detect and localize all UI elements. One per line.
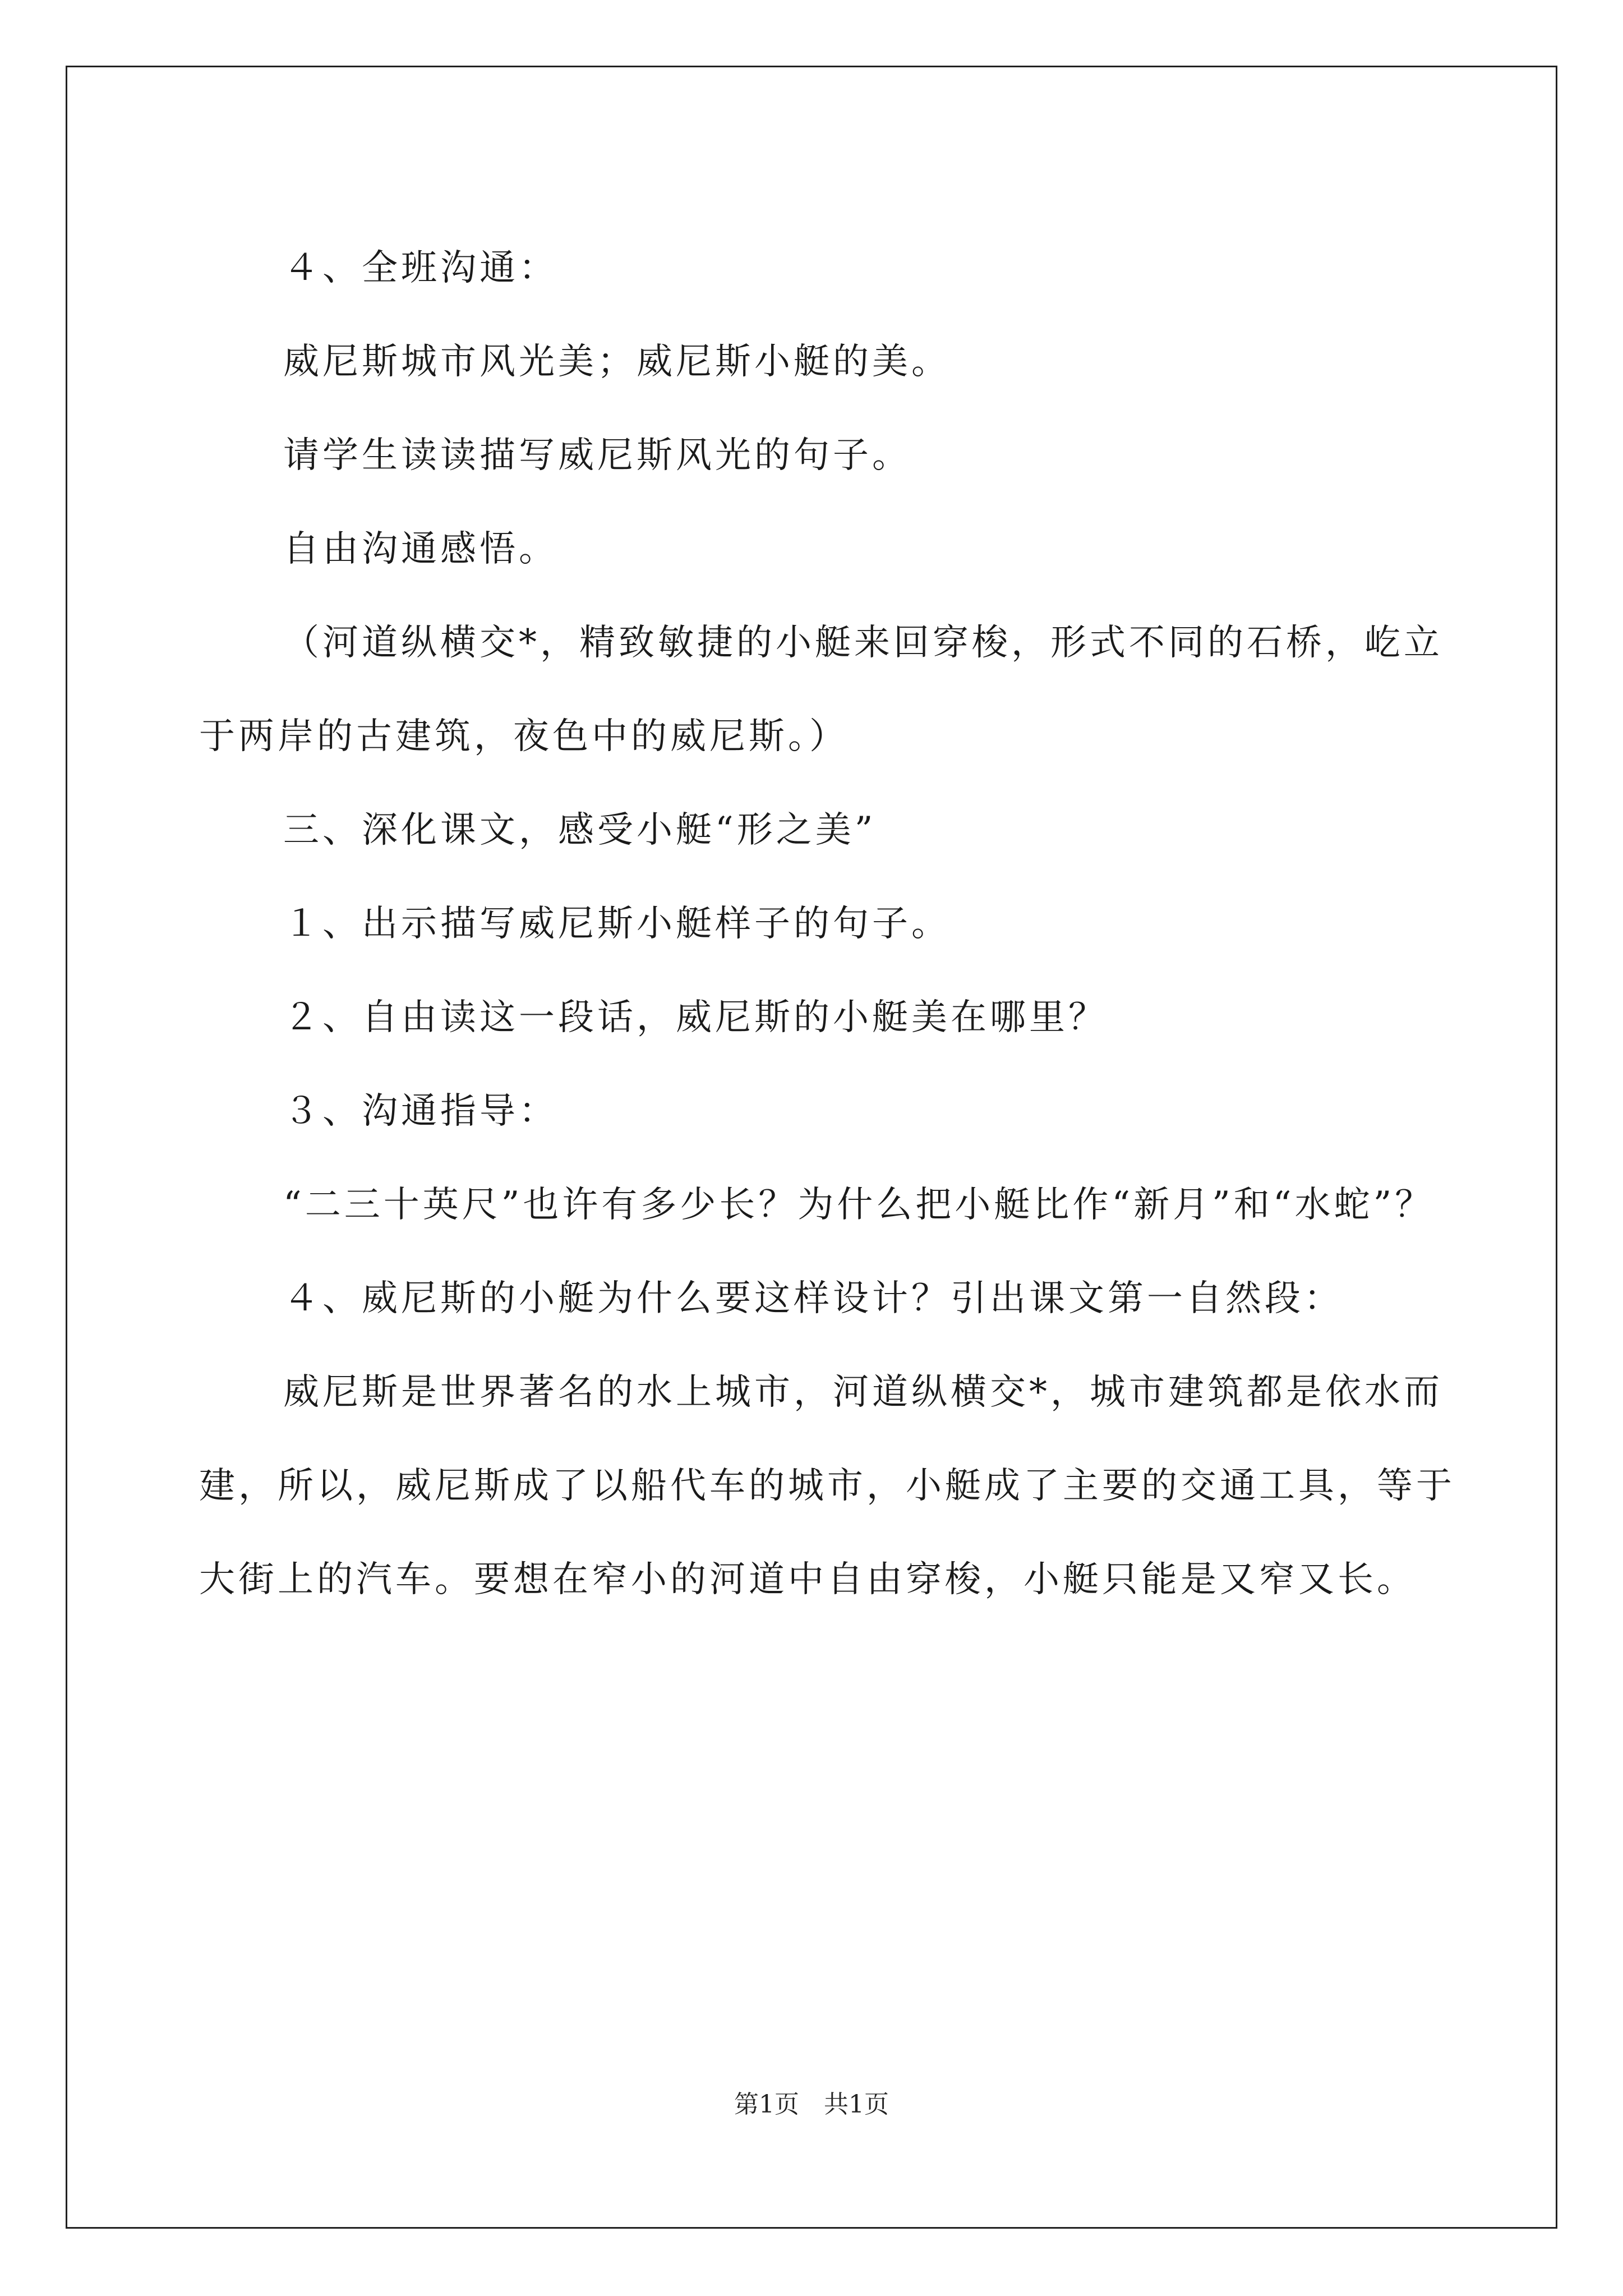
paragraph-9: ３、沟通指导：: [283, 1091, 558, 1132]
section-heading-3: 三、深化课文，感受小艇“形之美”: [283, 809, 877, 851]
paragraph-10: “二三十英尺”也许有多少长？为什么把小艇比作“新月”和“水蛇”？: [283, 1184, 1435, 1226]
paragraph-7: １、出示描写威尼斯小艇样子的句子。: [283, 903, 951, 945]
paragraph-5: （河道纵横交*，精致敏捷的小艇来回穿梭，形式不同的石桥，屹立于两岸的古建筑，夜色中的威尼斯。）: [199, 622, 1443, 757]
paragraph-4: 自由沟通感悟。: [283, 528, 558, 570]
document-body: [199, 222, 1461, 1627]
paragraph-11: ４、威尼斯的小艇为什么要这样设计？引出课文第一自然段：: [283, 1278, 1343, 1319]
page-footer: 第1页 共1页: [734, 2090, 889, 2119]
paragraph-2: 威尼斯城市风光美；威尼斯小艇的美。: [283, 341, 951, 383]
paragraph-8: ２、自由读这一段话，威尼斯的小艇美在哪里？: [283, 997, 1108, 1038]
paragraph-1: ４、全班沟通：: [283, 247, 558, 289]
paragraph-3: 请学生读读描写威尼斯风光的句子。: [283, 435, 911, 476]
paragraph-12: 威尼斯是世界著名的水上城市，河道纵横交*，城市建筑都是依水而建，所以，威尼斯成了以船代车的城市，小艇成了主要的交通工具，等于大街上的汽车。要想在窄小的河道中自由穿梭，小艇只能是又窄又长。: [199, 1372, 1455, 1600]
